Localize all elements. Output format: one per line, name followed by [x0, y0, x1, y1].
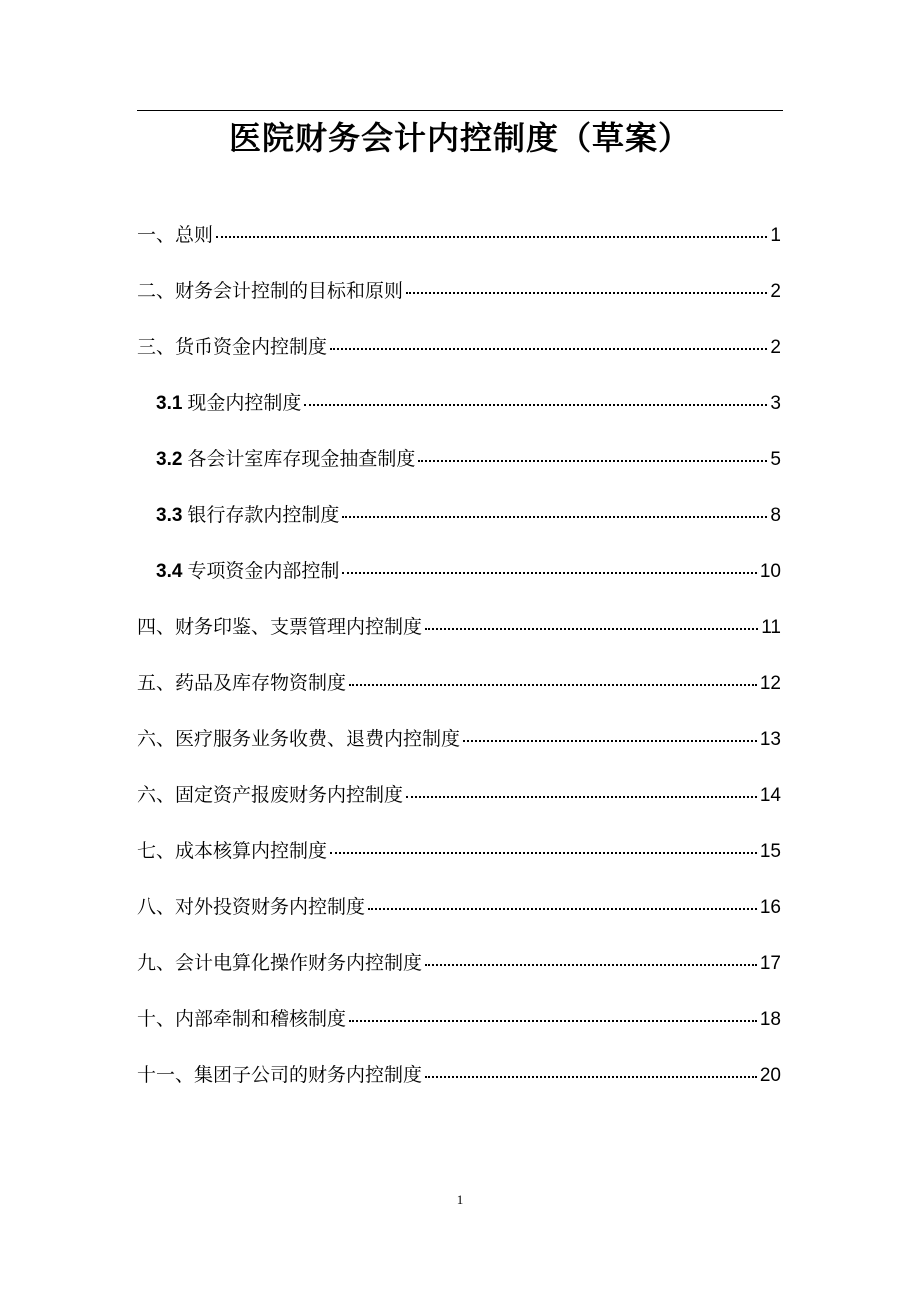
document-title: 医院财务会计内控制度（草案） [228, 119, 691, 157]
toc-entry[interactable] [137, 885, 781, 941]
toc-section-number: 3.4 [156, 561, 183, 582]
toc-entry-label: 五、药品及库存物资制度 [137, 672, 347, 694]
toc-entry-page: 17 [759, 953, 781, 974]
toc-entry-page: 11 [761, 617, 781, 638]
toc-section-number: 3.2 [156, 449, 183, 470]
toc-dot-leader [406, 291, 767, 294]
toc-entry-page: 8 [770, 505, 781, 526]
toc-section-number: 3.1 [156, 393, 183, 414]
toc-subentry[interactable] [137, 549, 781, 605]
toc-dot-leader [342, 515, 767, 518]
page-number: 1 [456, 1192, 464, 1207]
toc-entry-label: 六、固定资产报废财务内控制度 [137, 784, 404, 806]
toc-entry-page: 10 [759, 561, 781, 582]
toc-entry[interactable] [137, 941, 781, 997]
toc-entry-page: 1 [770, 225, 781, 246]
toc-dot-leader [406, 795, 757, 798]
toc-entry-label: 四、财务印鉴、支票管理内控制度 [137, 616, 423, 638]
toc-dot-leader [425, 963, 757, 966]
toc-section-title: 各会计室库存现金抽查制度 [187, 448, 416, 470]
toc-entry-label: 十、内部牵制和稽核制度 [137, 1008, 347, 1030]
toc-entry-page: 5 [770, 449, 781, 470]
toc-entry-page: 18 [759, 1009, 781, 1030]
toc-section-title: 专项资金内部控制 [187, 560, 340, 582]
toc-entry-page: 20 [759, 1065, 781, 1086]
toc-entry-label: 六、医疗服务业务收费、退费内控制度 [137, 728, 461, 750]
toc-entry-page: 13 [759, 729, 781, 750]
toc-section-number: 3.3 [156, 505, 183, 526]
toc-entry-page: 2 [770, 337, 781, 358]
toc-entry[interactable] [137, 661, 781, 717]
toc-entry-label [156, 493, 339, 538]
toc-entry-page: 16 [759, 897, 781, 918]
toc-dot-leader [425, 627, 758, 630]
toc-entry-page: 14 [759, 785, 781, 806]
toc-entry[interactable] [137, 997, 781, 1053]
toc-entry[interactable] [137, 717, 781, 773]
toc-subentry[interactable] [137, 493, 781, 549]
toc-dot-leader [425, 1075, 757, 1078]
toc-entry[interactable] [137, 213, 781, 269]
toc-entry[interactable] [137, 325, 781, 381]
toc-entry-label: 九、会计电算化操作财务内控制度 [137, 952, 423, 974]
toc-entry-label: 十一、集团子公司的财务内控制度 [137, 1064, 423, 1086]
toc-dot-leader [418, 459, 767, 462]
toc-dot-leader [330, 347, 767, 350]
toc-entry-label: 一、总则 [137, 224, 214, 246]
toc-entry[interactable] [137, 1053, 781, 1109]
toc-subentry[interactable] [137, 437, 781, 493]
toc-entry-page: 15 [759, 841, 781, 862]
toc-entry-label: 二、财务会计控制的目标和原则 [137, 280, 404, 302]
table-of-contents [137, 213, 781, 1109]
toc-dot-leader [368, 907, 757, 910]
toc-entry[interactable] [137, 773, 781, 829]
toc-entry-label [156, 549, 339, 594]
toc-dot-leader [330, 851, 757, 854]
toc-entry[interactable] [137, 269, 781, 325]
toc-entry-label [156, 381, 301, 426]
toc-entry-page: 3 [770, 393, 781, 414]
toc-subentry[interactable] [137, 381, 781, 437]
toc-dot-leader [342, 571, 756, 574]
toc-entry-label: 八、对外投资财务内控制度 [137, 896, 366, 918]
toc-entry-label: 三、货币资金内控制度 [137, 336, 328, 358]
toc-section-title: 银行存款内控制度 [187, 504, 340, 526]
toc-entry[interactable] [137, 829, 781, 885]
toc-dot-leader [216, 235, 767, 238]
toc-entry-label [156, 437, 415, 482]
toc-section-title: 现金内控制度 [187, 392, 302, 414]
toc-dot-leader [349, 683, 757, 686]
header-rule [137, 110, 783, 111]
toc-dot-leader [304, 403, 767, 406]
toc-entry-page: 12 [759, 673, 781, 694]
toc-dot-leader [463, 739, 757, 742]
toc-entry-label: 七、成本核算内控制度 [137, 840, 328, 862]
toc-entry[interactable] [137, 605, 781, 661]
toc-dot-leader [349, 1019, 757, 1022]
toc-entry-page: 2 [770, 281, 781, 302]
